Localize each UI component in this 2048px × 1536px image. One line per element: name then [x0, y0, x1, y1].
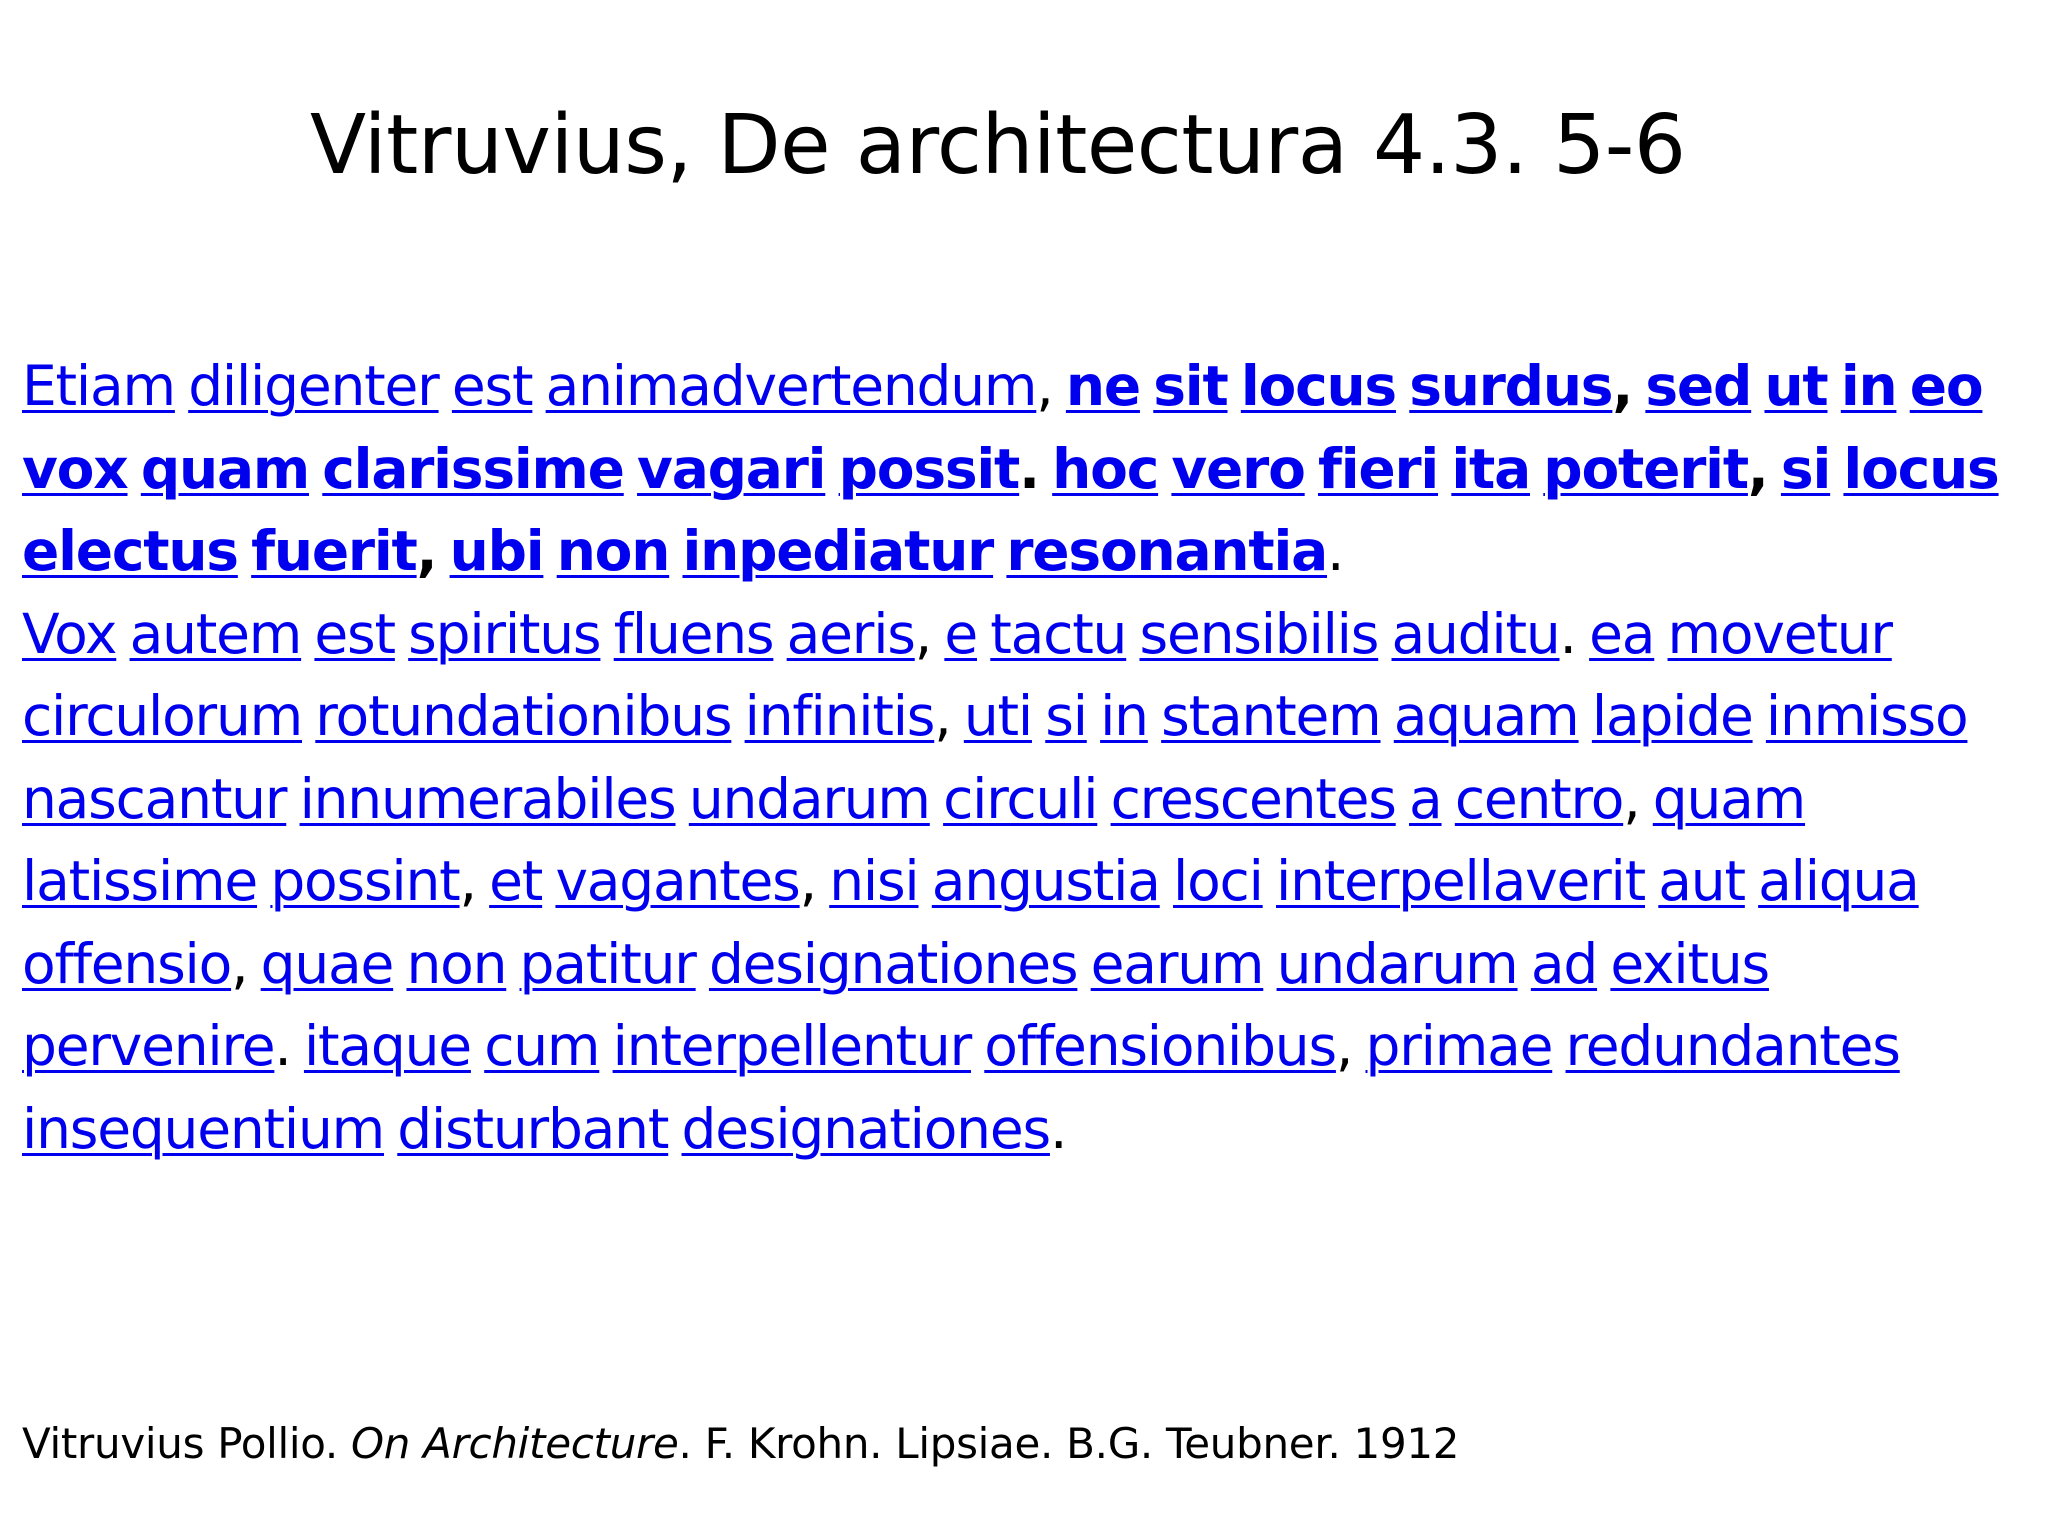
- word-link[interactable]: ubi: [449, 519, 544, 583]
- word-link[interactable]: ad: [1530, 931, 1598, 996]
- word-link[interactable]: latissime: [22, 849, 258, 913]
- word-link[interactable]: inpediatur: [682, 519, 994, 583]
- word-link[interactable]: locus: [1843, 436, 1999, 501]
- word-link[interactable]: offensio: [22, 931, 232, 996]
- word-link[interactable]: interpellentur: [612, 1014, 971, 1078]
- punctuation: ,: [799, 849, 816, 913]
- citation: [22, 1418, 1459, 1470]
- word-link[interactable]: circuli: [943, 766, 1098, 831]
- word-link[interactable]: vagari: [637, 436, 826, 501]
- word-link[interactable]: tactu: [990, 601, 1127, 666]
- word-link[interactable]: sit: [1153, 354, 1228, 418]
- word-link[interactable]: inmisso: [1765, 684, 1968, 748]
- word-link[interactable]: disturbant: [397, 1096, 669, 1161]
- word-link[interactable]: electus: [22, 519, 238, 583]
- word-link[interactable]: designationes: [681, 1096, 1050, 1161]
- word-link[interactable]: stantem: [1161, 684, 1381, 748]
- word-link[interactable]: ut: [1764, 354, 1828, 418]
- word-link[interactable]: a: [1409, 766, 1442, 831]
- word-link[interactable]: aeris: [786, 601, 915, 666]
- word-link[interactable]: primae: [1365, 1014, 1553, 1078]
- word-link[interactable]: sed: [1645, 354, 1752, 418]
- punctuation: .: [1019, 436, 1039, 501]
- word-link[interactable]: possit: [838, 436, 1020, 501]
- word-link[interactable]: est: [314, 601, 395, 666]
- word-link[interactable]: patitur: [519, 931, 696, 996]
- punctuation: ,: [1747, 436, 1768, 501]
- punctuation: ,: [1623, 766, 1640, 831]
- word-link[interactable]: aquam: [1393, 684, 1579, 748]
- word-link[interactable]: fluens: [613, 601, 774, 666]
- word-link[interactable]: et: [489, 849, 543, 913]
- citation-work-title: On Architecture: [351, 1419, 679, 1468]
- word-link[interactable]: exitus: [1610, 931, 1769, 996]
- word-link[interactable]: hoc: [1052, 436, 1159, 501]
- word-link[interactable]: vero: [1171, 436, 1305, 501]
- word-link[interactable]: undarum: [688, 766, 930, 831]
- word-link[interactable]: quam: [140, 436, 309, 501]
- word-link[interactable]: cum: [484, 1014, 600, 1078]
- word-link[interactable]: redundantes: [1565, 1014, 1900, 1078]
- word-link[interactable]: circulorum: [22, 684, 302, 748]
- word-link[interactable]: innumerabiles: [299, 766, 676, 831]
- word-link[interactable]: vox: [22, 436, 128, 501]
- word-link[interactable]: diligenter: [188, 354, 439, 418]
- word-link[interactable]: nisi: [829, 849, 919, 913]
- word-link[interactable]: lapide: [1591, 684, 1753, 748]
- word-link[interactable]: rotundationibus: [315, 684, 732, 748]
- slide-title: Vitruvius, De architectura 4.3. 5-6: [310, 98, 1686, 193]
- word-link[interactable]: pervenire: [22, 1014, 275, 1078]
- punctuation: ,: [1335, 1014, 1353, 1078]
- word-link[interactable]: Etiam: [22, 354, 175, 418]
- word-link[interactable]: quam: [1652, 766, 1806, 831]
- punctuation: .: [274, 1014, 291, 1078]
- word-link[interactable]: fieri: [1317, 436, 1439, 501]
- word-link[interactable]: poterit: [1543, 436, 1748, 501]
- word-link[interactable]: itaque: [303, 1014, 471, 1078]
- word-link[interactable]: eo: [1909, 354, 1983, 418]
- word-link[interactable]: possint: [270, 849, 460, 913]
- punctuation: ,: [914, 601, 932, 666]
- word-link[interactable]: si: [1780, 436, 1831, 501]
- paragraph-2: [22, 593, 2022, 1171]
- punctuation: ,: [459, 849, 476, 913]
- punctuation: ,: [416, 519, 437, 583]
- punctuation: ,: [934, 684, 951, 748]
- word-link[interactable]: aut: [1658, 849, 1745, 913]
- latin-passage: [22, 345, 2022, 1170]
- citation-publication: . F. Krohn. Lipsiae. B.G. Teubner. 1912: [678, 1419, 1460, 1468]
- citation-author: Vitruvius Pollio.: [22, 1419, 352, 1468]
- word-link[interactable]: angustia: [931, 849, 1160, 913]
- word-link[interactable]: nascantur: [22, 766, 287, 831]
- word-link[interactable]: spiritus: [408, 601, 601, 666]
- word-link[interactable]: sensibilis: [1139, 601, 1379, 666]
- word-link[interactable]: centro: [1454, 766, 1624, 831]
- punctuation: .: [1559, 601, 1576, 666]
- word-link[interactable]: uti: [963, 684, 1032, 748]
- word-link[interactable]: crescentes: [1110, 766, 1396, 831]
- punctuation: ,: [231, 931, 248, 996]
- word-link[interactable]: designationes: [708, 931, 1078, 996]
- word-link[interactable]: est: [451, 354, 533, 418]
- word-link[interactable]: e: [944, 601, 977, 666]
- word-link[interactable]: si: [1045, 684, 1087, 748]
- word-link[interactable]: insequentium: [22, 1096, 384, 1161]
- word-link[interactable]: infinitis: [744, 684, 935, 748]
- word-link[interactable]: ne: [1065, 354, 1140, 418]
- word-link[interactable]: ita: [1451, 436, 1530, 501]
- word-link[interactable]: ea: [1589, 601, 1655, 666]
- word-link[interactable]: clarissime: [322, 436, 624, 501]
- word-link[interactable]: in: [1840, 354, 1897, 418]
- word-link[interactable]: offensionibus: [984, 1014, 1336, 1078]
- word-link[interactable]: interpellaverit: [1275, 849, 1645, 913]
- word-link[interactable]: non: [406, 931, 507, 996]
- word-link[interactable]: movetur: [1667, 601, 1892, 666]
- word-link[interactable]: Vox: [22, 601, 117, 666]
- punctuation: .: [1049, 1096, 1067, 1161]
- word-link[interactable]: non: [556, 519, 670, 583]
- word-link[interactable]: auditu: [1391, 601, 1560, 666]
- paragraph-1: [22, 345, 2022, 593]
- punctuation: ,: [1036, 354, 1053, 418]
- word-link[interactable]: autem: [129, 601, 302, 666]
- punctuation: ,: [1612, 354, 1633, 418]
- word-link[interactable]: quae: [260, 931, 394, 996]
- punctuation: .: [1327, 519, 1344, 583]
- word-link[interactable]: animadvertendum: [545, 354, 1037, 418]
- word-link[interactable]: in: [1100, 684, 1148, 748]
- word-link[interactable]: loci: [1173, 849, 1263, 913]
- word-link[interactable]: surdus: [1409, 354, 1613, 418]
- word-link[interactable]: aliqua: [1758, 849, 1919, 913]
- word-link[interactable]: earum: [1090, 931, 1264, 996]
- word-link[interactable]: undarum: [1276, 931, 1518, 996]
- word-link[interactable]: fuerit: [251, 519, 417, 583]
- word-link[interactable]: vagantes: [555, 849, 800, 913]
- word-link[interactable]: resonantia: [1006, 519, 1328, 583]
- word-link[interactable]: locus: [1240, 354, 1396, 418]
